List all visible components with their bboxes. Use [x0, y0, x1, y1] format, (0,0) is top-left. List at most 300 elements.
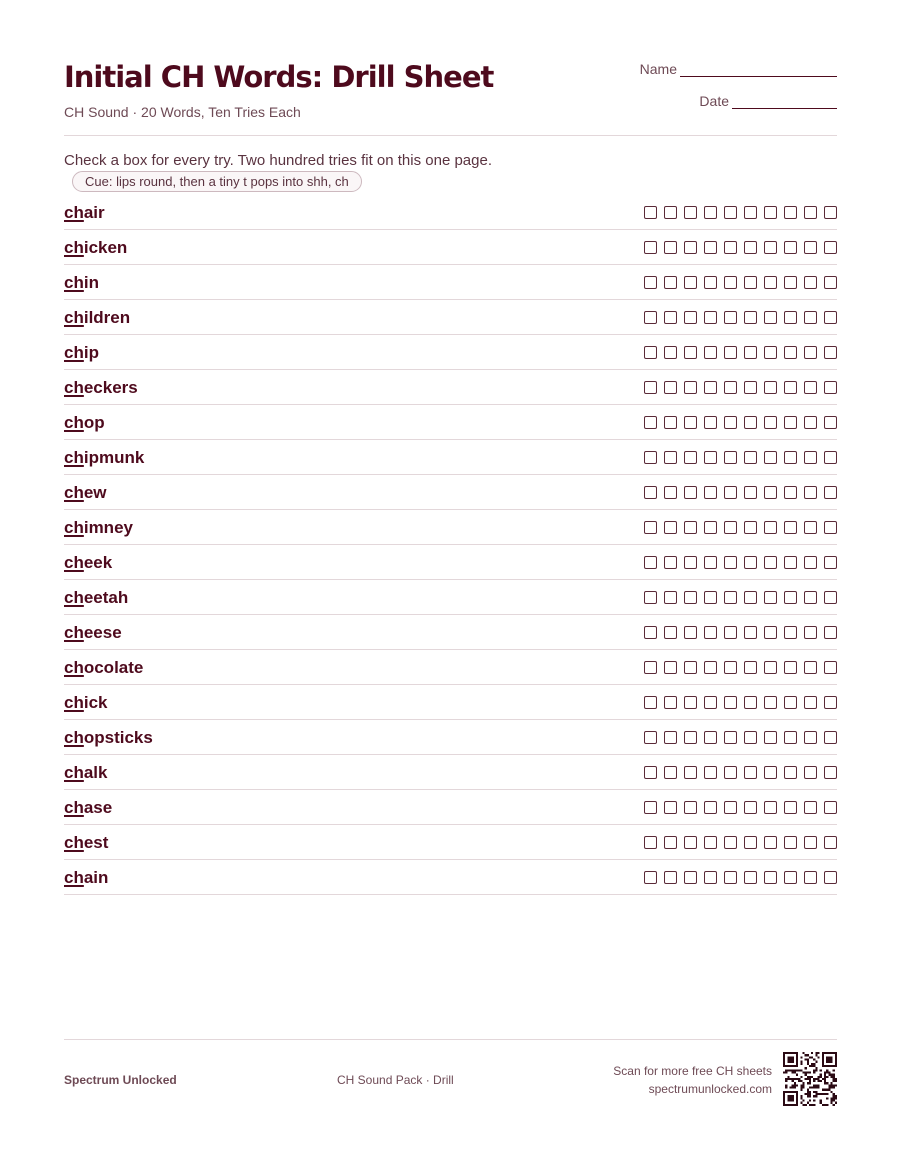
try-checkboxes: [644, 381, 837, 394]
word-label: [64, 692, 107, 713]
name-blank-line[interactable]: [680, 62, 837, 77]
word-rest: eckers: [83, 377, 138, 397]
try-checkbox[interactable]: [684, 801, 697, 814]
word-rest: opsticks: [83, 727, 153, 747]
try-checkbox[interactable]: [684, 871, 697, 884]
try-checkbox[interactable]: [764, 241, 777, 254]
try-checkbox[interactable]: [664, 206, 677, 219]
try-checkbox[interactable]: [744, 451, 757, 464]
word-rest: alk: [83, 762, 108, 782]
try-checkbox[interactable]: [644, 486, 657, 499]
word-onset: ch: [64, 657, 84, 677]
word-rest: ildren: [83, 307, 131, 327]
word-row: [64, 475, 837, 510]
word-rest: eek: [83, 552, 113, 572]
try-checkbox[interactable]: [724, 556, 737, 569]
try-checkbox[interactable]: [764, 556, 777, 569]
try-checkbox[interactable]: [724, 661, 737, 674]
try-checkboxes: [644, 521, 837, 534]
try-checkbox[interactable]: [744, 661, 757, 674]
try-checkbox[interactable]: [804, 346, 817, 359]
try-checkbox[interactable]: [784, 661, 797, 674]
try-checkboxes: [644, 276, 837, 289]
try-checkbox[interactable]: [684, 661, 697, 674]
try-checkbox[interactable]: [824, 731, 837, 744]
cue-pill: Cue: lips round, then a tiny t pops into shh, ch: [72, 171, 362, 192]
try-checkbox[interactable]: [644, 626, 657, 639]
try-checkbox[interactable]: [664, 311, 677, 324]
try-checkbox[interactable]: [784, 486, 797, 499]
try-checkbox[interactable]: [684, 731, 697, 744]
try-checkbox[interactable]: [784, 416, 797, 429]
try-checkbox[interactable]: [684, 836, 697, 849]
word-onset: ch: [64, 202, 84, 222]
try-checkbox[interactable]: [744, 486, 757, 499]
try-checkbox[interactable]: [704, 836, 717, 849]
try-checkbox[interactable]: [704, 731, 717, 744]
try-checkbox[interactable]: [744, 626, 757, 639]
try-checkbox[interactable]: [704, 766, 717, 779]
try-checkbox[interactable]: [644, 241, 657, 254]
word-onset: ch: [64, 832, 84, 852]
try-checkbox[interactable]: [644, 556, 657, 569]
word-label: [64, 797, 112, 818]
try-checkbox[interactable]: [724, 311, 737, 324]
word-rest: ain: [83, 867, 109, 887]
word-row: [64, 405, 837, 440]
word-rest: ip: [83, 342, 99, 362]
try-checkbox[interactable]: [664, 801, 677, 814]
try-checkbox[interactable]: [824, 311, 837, 324]
date-label: Date: [699, 93, 729, 109]
try-checkbox[interactable]: [744, 206, 757, 219]
word-label: [64, 272, 99, 293]
try-checkbox[interactable]: [764, 801, 777, 814]
word-rest: ase: [83, 797, 113, 817]
try-checkbox[interactable]: [724, 801, 737, 814]
try-checkbox[interactable]: [744, 591, 757, 604]
try-checkbox[interactable]: [684, 241, 697, 254]
word-rest: icken: [83, 237, 128, 257]
drill-sheet: [64, 0, 837, 1165]
try-checkboxes: [644, 206, 837, 219]
try-checkbox[interactable]: [664, 731, 677, 744]
try-checkbox[interactable]: [704, 801, 717, 814]
qr-code-icon[interactable]: [783, 1052, 837, 1106]
try-checkbox[interactable]: [804, 521, 817, 534]
name-label: Name: [639, 61, 677, 77]
word-row: [64, 580, 837, 615]
try-checkbox[interactable]: [784, 381, 797, 394]
word-onset: ch: [64, 307, 84, 327]
try-checkbox[interactable]: [804, 241, 817, 254]
try-checkbox[interactable]: [744, 311, 757, 324]
try-checkbox[interactable]: [744, 766, 757, 779]
try-checkbox[interactable]: [824, 766, 837, 779]
try-checkbox[interactable]: [824, 626, 837, 639]
try-checkbox[interactable]: [744, 731, 757, 744]
try-checkbox[interactable]: [664, 836, 677, 849]
try-checkbox[interactable]: [684, 696, 697, 709]
try-checkbox[interactable]: [824, 451, 837, 464]
word-onset: ch: [64, 552, 84, 572]
try-checkboxes: [644, 731, 837, 744]
word-rest: ew: [83, 482, 107, 502]
try-checkbox[interactable]: [724, 696, 737, 709]
try-checkbox[interactable]: [784, 836, 797, 849]
try-checkbox[interactable]: [664, 661, 677, 674]
try-checkbox[interactable]: [704, 661, 717, 674]
try-checkbox[interactable]: [644, 346, 657, 359]
try-checkbox[interactable]: [804, 766, 817, 779]
try-checkbox[interactable]: [644, 451, 657, 464]
try-checkbox[interactable]: [824, 696, 837, 709]
try-checkbox[interactable]: [704, 556, 717, 569]
try-checkbox[interactable]: [804, 416, 817, 429]
try-checkbox[interactable]: [724, 381, 737, 394]
try-checkbox[interactable]: [784, 556, 797, 569]
word-label: [64, 657, 143, 678]
word-rest: ocolate: [83, 657, 144, 677]
word-rest: in: [83, 272, 99, 292]
try-checkbox[interactable]: [804, 696, 817, 709]
word-row: [64, 300, 837, 335]
try-checkbox[interactable]: [664, 591, 677, 604]
try-checkbox[interactable]: [764, 486, 777, 499]
word-label: [64, 587, 128, 608]
try-checkbox[interactable]: [764, 626, 777, 639]
try-checkbox[interactable]: [704, 521, 717, 534]
try-checkbox[interactable]: [804, 836, 817, 849]
try-checkbox[interactable]: [764, 416, 777, 429]
try-checkboxes: [644, 591, 837, 604]
try-checkbox[interactable]: [684, 416, 697, 429]
footer-url[interactable]: spectrumunlocked.com: [648, 1082, 772, 1096]
word-list: [64, 195, 837, 895]
word-row: [64, 335, 837, 370]
instructions: [64, 151, 494, 192]
try-checkbox[interactable]: [804, 451, 817, 464]
try-checkbox[interactable]: [724, 416, 737, 429]
try-checkbox[interactable]: [704, 451, 717, 464]
try-checkbox[interactable]: [764, 871, 777, 884]
try-checkboxes: [644, 416, 837, 429]
try-checkbox[interactable]: [784, 451, 797, 464]
try-checkbox[interactable]: [824, 241, 837, 254]
try-checkbox[interactable]: [644, 871, 657, 884]
try-checkbox[interactable]: [644, 311, 657, 324]
try-checkbox[interactable]: [704, 276, 717, 289]
try-checkbox[interactable]: [744, 871, 757, 884]
try-checkbox[interactable]: [804, 486, 817, 499]
try-checkbox[interactable]: [664, 521, 677, 534]
try-checkbox[interactable]: [804, 556, 817, 569]
try-checkbox[interactable]: [644, 276, 657, 289]
try-checkboxes: [644, 556, 837, 569]
try-checkbox[interactable]: [724, 346, 737, 359]
try-checkbox[interactable]: [704, 346, 717, 359]
try-checkbox[interactable]: [764, 731, 777, 744]
try-checkbox[interactable]: [724, 766, 737, 779]
try-checkbox[interactable]: [744, 801, 757, 814]
try-checkboxes: [644, 311, 837, 324]
try-checkbox[interactable]: [724, 276, 737, 289]
try-checkbox[interactable]: [664, 556, 677, 569]
try-checkbox[interactable]: [824, 521, 837, 534]
try-checkbox[interactable]: [764, 381, 777, 394]
try-checkbox[interactable]: [764, 206, 777, 219]
try-checkbox[interactable]: [684, 766, 697, 779]
word-label: [64, 867, 108, 888]
header-divider: [64, 135, 837, 136]
try-checkbox[interactable]: [744, 241, 757, 254]
word-onset: ch: [64, 517, 84, 537]
try-checkbox[interactable]: [664, 451, 677, 464]
try-checkbox[interactable]: [664, 241, 677, 254]
try-checkbox[interactable]: [684, 591, 697, 604]
word-onset: ch: [64, 727, 84, 747]
word-label: [64, 552, 112, 573]
try-checkbox[interactable]: [804, 206, 817, 219]
word-onset: ch: [64, 237, 84, 257]
word-row: [64, 720, 837, 755]
try-checkbox[interactable]: [824, 206, 837, 219]
try-checkbox[interactable]: [804, 381, 817, 394]
try-checkbox[interactable]: [664, 486, 677, 499]
footer-scan-text: Scan for more free CH sheets: [613, 1064, 772, 1078]
try-checkbox[interactable]: [744, 556, 757, 569]
try-checkbox[interactable]: [744, 381, 757, 394]
try-checkbox[interactable]: [664, 381, 677, 394]
try-checkbox[interactable]: [764, 836, 777, 849]
try-checkbox[interactable]: [644, 206, 657, 219]
try-checkbox[interactable]: [824, 276, 837, 289]
try-checkbox[interactable]: [824, 556, 837, 569]
try-checkbox[interactable]: [744, 346, 757, 359]
try-checkbox[interactable]: [764, 766, 777, 779]
try-checkbox[interactable]: [804, 311, 817, 324]
try-checkbox[interactable]: [664, 416, 677, 429]
try-checkbox[interactable]: [724, 486, 737, 499]
word-rest: ipmunk: [83, 447, 145, 467]
try-checkbox[interactable]: [684, 521, 697, 534]
try-checkbox[interactable]: [684, 206, 697, 219]
try-checkbox[interactable]: [824, 416, 837, 429]
try-checkboxes: [644, 696, 837, 709]
try-checkbox[interactable]: [644, 416, 657, 429]
try-checkbox[interactable]: [724, 206, 737, 219]
word-label: [64, 342, 99, 363]
try-checkbox[interactable]: [764, 661, 777, 674]
try-checkbox[interactable]: [704, 591, 717, 604]
try-checkbox[interactable]: [784, 521, 797, 534]
name-field: [640, 61, 837, 77]
try-checkbox[interactable]: [684, 556, 697, 569]
try-checkbox[interactable]: [704, 486, 717, 499]
try-checkbox[interactable]: [784, 311, 797, 324]
try-checkbox[interactable]: [684, 451, 697, 464]
try-checkbox[interactable]: [824, 661, 837, 674]
try-checkbox[interactable]: [784, 766, 797, 779]
word-label: [64, 762, 107, 783]
try-checkbox[interactable]: [764, 591, 777, 604]
try-checkbox[interactable]: [644, 591, 657, 604]
try-checkbox[interactable]: [824, 486, 837, 499]
word-onset: ch: [64, 272, 84, 292]
try-checkbox[interactable]: [804, 591, 817, 604]
word-onset: ch: [64, 377, 84, 397]
try-checkboxes: [644, 451, 837, 464]
try-checkbox[interactable]: [784, 276, 797, 289]
try-checkbox[interactable]: [724, 836, 737, 849]
try-checkbox[interactable]: [664, 871, 677, 884]
try-checkbox[interactable]: [704, 871, 717, 884]
try-checkbox[interactable]: [784, 871, 797, 884]
try-checkbox[interactable]: [664, 696, 677, 709]
try-checkbox[interactable]: [744, 836, 757, 849]
try-checkbox[interactable]: [824, 591, 837, 604]
word-onset: ch: [64, 762, 84, 782]
word-row: [64, 545, 837, 580]
try-checkbox[interactable]: [644, 381, 657, 394]
try-checkbox[interactable]: [784, 591, 797, 604]
word-row: [64, 440, 837, 475]
try-checkbox[interactable]: [784, 206, 797, 219]
try-checkbox[interactable]: [664, 766, 677, 779]
word-rest: air: [83, 202, 105, 222]
date-blank-line[interactable]: [732, 94, 837, 109]
try-checkbox[interactable]: [804, 276, 817, 289]
word-row: [64, 755, 837, 790]
try-checkbox[interactable]: [704, 381, 717, 394]
try-checkboxes: [644, 801, 837, 814]
try-checkbox[interactable]: [704, 206, 717, 219]
word-rest: eetah: [83, 587, 129, 607]
try-checkbox[interactable]: [644, 661, 657, 674]
try-checkbox[interactable]: [804, 731, 817, 744]
try-checkbox[interactable]: [804, 801, 817, 814]
try-checkboxes: [644, 871, 837, 884]
try-checkbox[interactable]: [764, 311, 777, 324]
try-checkbox[interactable]: [784, 626, 797, 639]
word-rest: op: [83, 412, 105, 432]
try-checkbox[interactable]: [744, 696, 757, 709]
try-checkbox[interactable]: [664, 626, 677, 639]
word-onset: ch: [64, 587, 84, 607]
try-checkbox[interactable]: [724, 521, 737, 534]
try-checkbox[interactable]: [684, 311, 697, 324]
try-checkbox[interactable]: [724, 591, 737, 604]
try-checkbox[interactable]: [784, 346, 797, 359]
try-checkbox[interactable]: [744, 416, 757, 429]
try-checkboxes: [644, 836, 837, 849]
try-checkbox[interactable]: [644, 766, 657, 779]
try-checkbox[interactable]: [804, 871, 817, 884]
try-checkbox[interactable]: [704, 696, 717, 709]
try-checkbox[interactable]: [784, 696, 797, 709]
try-checkbox[interactable]: [704, 416, 717, 429]
try-checkbox[interactable]: [744, 521, 757, 534]
try-checkbox[interactable]: [824, 381, 837, 394]
try-checkbox[interactable]: [724, 626, 737, 639]
try-checkbox[interactable]: [824, 871, 837, 884]
try-checkbox[interactable]: [764, 451, 777, 464]
try-checkbox[interactable]: [824, 801, 837, 814]
try-checkbox[interactable]: [724, 731, 737, 744]
try-checkbox[interactable]: [824, 346, 837, 359]
try-checkbox[interactable]: [644, 801, 657, 814]
try-checkboxes: [644, 661, 837, 674]
word-rest: eese: [83, 622, 122, 642]
try-checkbox[interactable]: [824, 836, 837, 849]
try-checkboxes: [644, 346, 837, 359]
try-checkbox[interactable]: [784, 241, 797, 254]
try-checkboxes: [644, 626, 837, 639]
try-checkbox[interactable]: [684, 626, 697, 639]
word-onset: ch: [64, 482, 84, 502]
word-label: [64, 832, 108, 853]
try-checkbox[interactable]: [804, 626, 817, 639]
try-checkbox[interactable]: [684, 346, 697, 359]
try-checkbox[interactable]: [644, 521, 657, 534]
try-checkbox[interactable]: [764, 276, 777, 289]
word-label: [64, 237, 127, 258]
word-onset: ch: [64, 412, 84, 432]
page-title: Initial CH Words: Drill Sheet: [64, 60, 494, 94]
try-checkbox[interactable]: [644, 731, 657, 744]
word-row: [64, 650, 837, 685]
try-checkbox[interactable]: [664, 276, 677, 289]
try-checkbox[interactable]: [704, 311, 717, 324]
try-checkbox[interactable]: [804, 661, 817, 674]
try-checkbox[interactable]: [784, 801, 797, 814]
word-onset: ch: [64, 342, 84, 362]
try-checkbox[interactable]: [644, 696, 657, 709]
try-checkbox[interactable]: [704, 626, 717, 639]
word-label: [64, 517, 133, 538]
try-checkbox[interactable]: [764, 521, 777, 534]
date-field: [699, 93, 837, 109]
try-checkbox[interactable]: [644, 836, 657, 849]
try-checkbox[interactable]: [684, 486, 697, 499]
word-row: [64, 510, 837, 545]
word-rest: ick: [83, 692, 108, 712]
word-label: [64, 447, 144, 468]
word-row: [64, 265, 837, 300]
try-checkbox[interactable]: [724, 451, 737, 464]
try-checkboxes: [644, 486, 837, 499]
word-label: [64, 307, 130, 328]
try-checkbox[interactable]: [684, 276, 697, 289]
word-onset: ch: [64, 622, 84, 642]
try-checkbox[interactable]: [784, 731, 797, 744]
word-rest: est: [83, 832, 109, 852]
word-label: [64, 412, 105, 433]
try-checkboxes: [644, 241, 837, 254]
try-checkbox[interactable]: [724, 871, 737, 884]
word-row: [64, 195, 837, 230]
try-checkbox[interactable]: [724, 241, 737, 254]
try-checkboxes: [644, 766, 837, 779]
word-row: [64, 790, 837, 825]
try-checkbox[interactable]: [764, 346, 777, 359]
try-checkbox[interactable]: [684, 381, 697, 394]
try-checkbox[interactable]: [744, 276, 757, 289]
word-onset: ch: [64, 797, 84, 817]
try-checkbox[interactable]: [704, 241, 717, 254]
try-checkbox[interactable]: [764, 696, 777, 709]
try-checkbox[interactable]: [664, 346, 677, 359]
